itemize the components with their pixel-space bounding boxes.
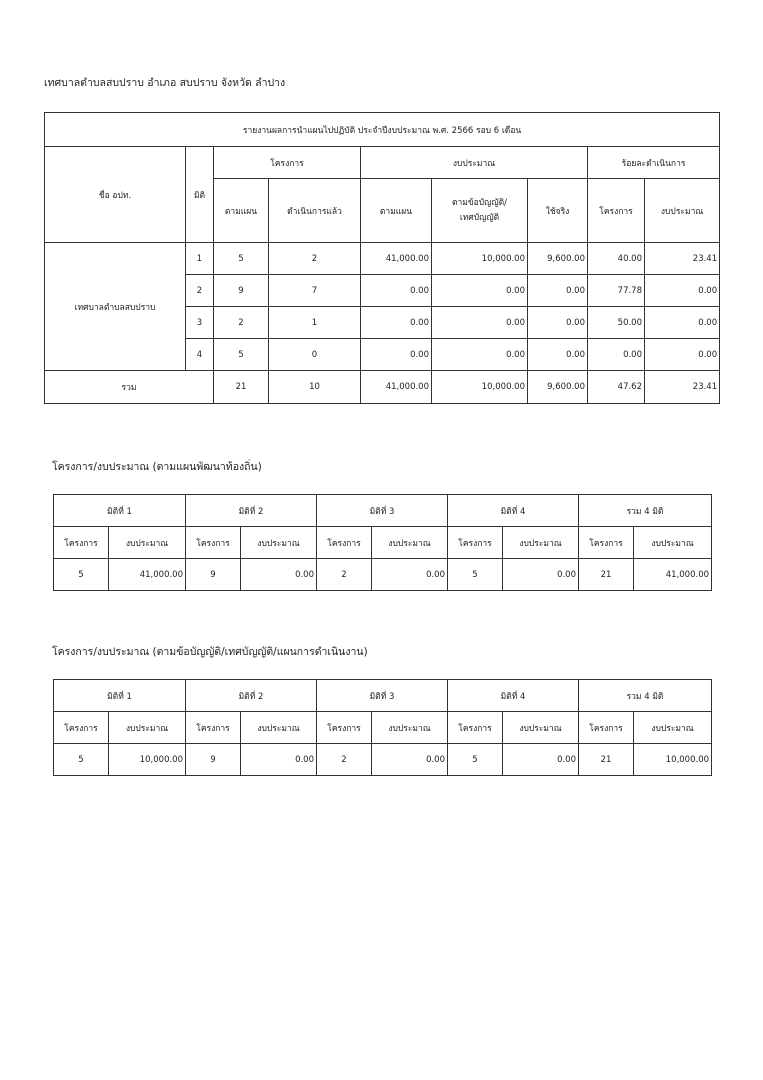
sub-header-budget: งบประมาณ	[109, 712, 186, 744]
sub-header-projects: โครงการ	[186, 527, 241, 559]
header-planned: ตามแผน	[214, 179, 269, 243]
cell-projects: 5	[54, 744, 109, 776]
sub-header-budget: งบประมาณ	[503, 527, 579, 559]
plan-report-table	[44, 112, 720, 404]
document-title: เทศบาลตำบลสบปราบ อำเภอ สบปราบ จังหวัด ลำปาง	[44, 77, 286, 89]
header-percent: ร้อยละดำเนินการ	[588, 147, 720, 179]
table-row	[45, 243, 720, 275]
cell-budget-plan: 41,000.00	[361, 243, 432, 275]
cell-budget: 10,000.00	[634, 744, 712, 776]
cell-done: 2	[269, 243, 361, 275]
cell-budget: 10,000.00	[109, 744, 186, 776]
cell-planned: 2	[214, 307, 269, 339]
dev-plan-section-title: โครงการ/งบประมาณ (ตามแผนพัฒนาท้องถิ่น)	[52, 461, 262, 473]
sub-header-budget: งบประมาณ	[372, 527, 448, 559]
header-done: ดำเนินการแล้ว	[269, 179, 361, 243]
header-actual: ใช้จริง	[528, 179, 588, 243]
cell-planned: 9	[214, 275, 269, 307]
sub-header-budget: งบประมาณ	[634, 527, 712, 559]
group-header: รวม 4 มิติ	[579, 680, 712, 712]
sub-header-projects: โครงการ	[186, 712, 241, 744]
cell-projects: 9	[186, 744, 241, 776]
cell-budget-plan: 0.00	[361, 275, 432, 307]
cell-budget: 0.00	[241, 559, 317, 591]
cell-budget-ordinance: 0.00	[432, 339, 528, 371]
group-header: มิติที่ 2	[186, 680, 317, 712]
group-header: มิติที่ 3	[317, 680, 448, 712]
sub-header-projects: โครงการ	[448, 712, 503, 744]
cell-projects: 2	[317, 744, 372, 776]
cell-budget: 0.00	[503, 744, 579, 776]
ordinance-table	[53, 679, 712, 776]
table-row	[54, 744, 712, 776]
group-header: มิติที่ 4	[448, 680, 579, 712]
total-pct-budget: 23.41	[645, 371, 720, 404]
group-header: มิติที่ 4	[448, 495, 579, 527]
cell-pct-budget: 23.41	[645, 243, 720, 275]
group-header: รวม 4 มิติ	[579, 495, 712, 527]
cell-pct-budget: 0.00	[645, 275, 720, 307]
cell-planned: 5	[214, 339, 269, 371]
cell-projects: 21	[579, 744, 634, 776]
sub-header-budget: งบประมาณ	[503, 712, 579, 744]
cell-budget-plan: 0.00	[361, 307, 432, 339]
cell-actual: 0.00	[528, 275, 588, 307]
cell-pct-budget: 0.00	[645, 339, 720, 371]
cell-actual: 9,600.00	[528, 243, 588, 275]
total-budget-ordinance: 10,000.00	[432, 371, 528, 404]
total-pct-projects: 47.62	[588, 371, 645, 404]
cell-pct-projects: 77.78	[588, 275, 645, 307]
sub-header-budget: งบประมาณ	[241, 712, 317, 744]
cell-dim: 1	[186, 243, 214, 275]
sub-header-projects: โครงการ	[579, 712, 634, 744]
cell-done: 0	[269, 339, 361, 371]
sub-header-budget: งบประมาณ	[109, 527, 186, 559]
cell-budget-ordinance: 0.00	[432, 275, 528, 307]
cell-actual: 0.00	[528, 307, 588, 339]
cell-budget: 41,000.00	[109, 559, 186, 591]
sub-header-projects: โครงการ	[579, 527, 634, 559]
cell-pct-projects: 40.00	[588, 243, 645, 275]
cell-projects: 5	[448, 744, 503, 776]
cell-budget-plan: 0.00	[361, 339, 432, 371]
cell-budget-ordinance: 10,000.00	[432, 243, 528, 275]
table-row	[54, 559, 712, 591]
sub-header-projects: โครงการ	[54, 712, 109, 744]
cell-projects: 5	[54, 559, 109, 591]
cell-budget: 0.00	[241, 744, 317, 776]
header-budget-plan: ตามแผน	[361, 179, 432, 243]
cell-dim: 2	[186, 275, 214, 307]
dev-plan-table	[53, 494, 712, 591]
header-budget-ordinance: ตามข้อบัญญัติ/ เทศบัญญัติ	[432, 179, 528, 243]
group-header: มิติที่ 3	[317, 495, 448, 527]
group-header: มิติที่ 2	[186, 495, 317, 527]
cell-dim: 3	[186, 307, 214, 339]
sub-header-projects: โครงการ	[448, 527, 503, 559]
group-header: มิติที่ 1	[54, 495, 186, 527]
cell-pct-projects: 0.00	[588, 339, 645, 371]
total-planned: 21	[214, 371, 269, 404]
report-title: รายงานผลการนำแผนไปปฏิบัติ ประจำปีงบประมาณ พ.ศ. 2566 รอบ 6 เดือน	[45, 113, 720, 147]
header-pct-budget: งบประมาณ	[645, 179, 720, 243]
cell-budget-ordinance: 0.00	[432, 307, 528, 339]
sub-header-projects: โครงการ	[54, 527, 109, 559]
cell-projects: 9	[186, 559, 241, 591]
cell-budget: 0.00	[503, 559, 579, 591]
header-dimension: มิติ	[186, 147, 214, 243]
sub-header-budget: งบประมาณ	[634, 712, 712, 744]
header-budget: งบประมาณ	[361, 147, 588, 179]
cell-done: 7	[269, 275, 361, 307]
group-header: มิติที่ 1	[54, 680, 186, 712]
header-pct-projects: โครงการ	[588, 179, 645, 243]
cell-dim: 4	[186, 339, 214, 371]
cell-done: 1	[269, 307, 361, 339]
header-projects: โครงการ	[214, 147, 361, 179]
cell-pct-projects: 50.00	[588, 307, 645, 339]
header-org: ชื่อ อปท.	[45, 147, 186, 243]
sub-header-projects: โครงการ	[317, 527, 372, 559]
cell-planned: 5	[214, 243, 269, 275]
cell-projects: 21	[579, 559, 634, 591]
cell-budget: 0.00	[372, 559, 448, 591]
cell-pct-budget: 0.00	[645, 307, 720, 339]
ordinance-section-title: โครงการ/งบประมาณ (ตามข้อบัญญัติ/เทศบัญญัติ/แผนการดำเนินงาน)	[52, 646, 368, 658]
total-row	[45, 371, 720, 404]
cell-projects: 2	[317, 559, 372, 591]
total-budget-plan: 41,000.00	[361, 371, 432, 404]
sub-header-budget: งบประมาณ	[372, 712, 448, 744]
total-label: รวม	[45, 371, 214, 404]
cell-budget: 41,000.00	[634, 559, 712, 591]
total-done: 10	[269, 371, 361, 404]
sub-header-budget: งบประมาณ	[241, 527, 317, 559]
cell-budget: 0.00	[372, 744, 448, 776]
cell-projects: 5	[448, 559, 503, 591]
org-name: เทศบาลตำบลสบปราบ	[45, 243, 186, 371]
cell-actual: 0.00	[528, 339, 588, 371]
sub-header-projects: โครงการ	[317, 712, 372, 744]
total-actual: 9,600.00	[528, 371, 588, 404]
